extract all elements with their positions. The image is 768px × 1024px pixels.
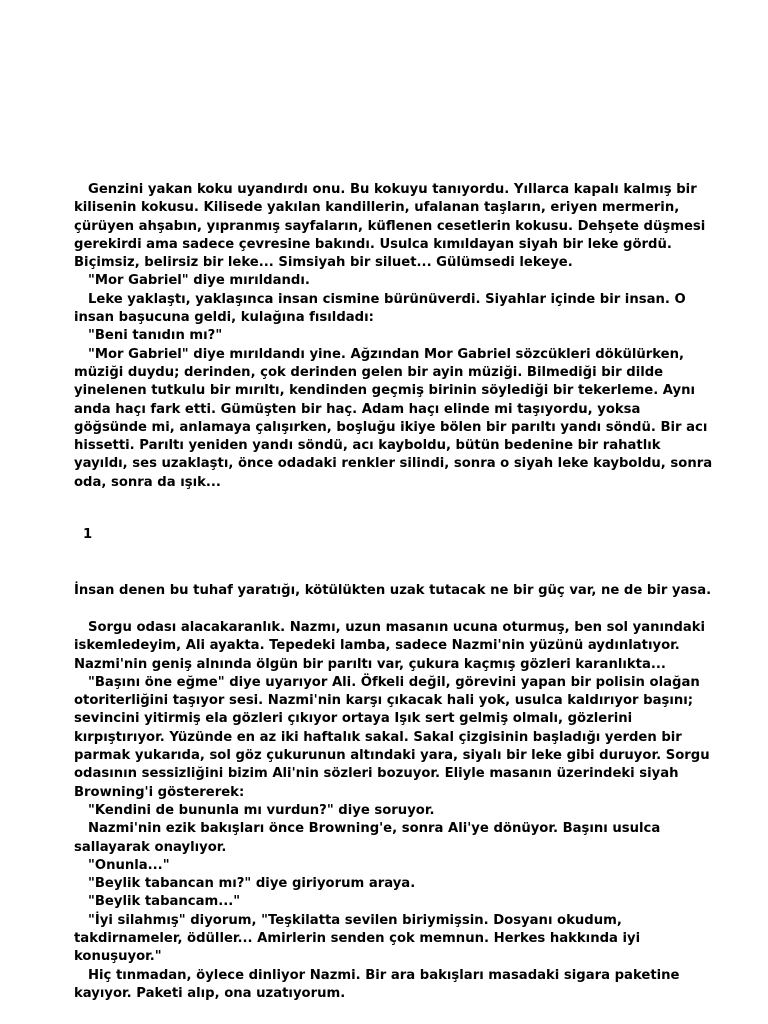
prologue-section [74, 181, 714, 492]
prologue-paragraph: Genzini yakan koku uyandırdı onu. Bu kokuyu tanıyordu. Yıllarca kapalı kalmış bir kilisenin kokusu. Kilisede yakılan kandillerin, ufalanan taşların, eriyen mermerin, çürüyen ahşabın, yıpranmış sayfaların, küflenen cesetlerin kokusu. Dehşete düşmesi gerekirdi ama sadece çevresine bakındı. Usulca kımıldayan siyah bir leke gördü. Biçimsiz, belirsiz bir leke... Simsiyah bir siluet... Gülümsedi lekeye. [74, 182, 706, 271]
chapter-paragraph: "Başını öne eğme" diye uyarıyor Ali. Öfkeli değil, görevini yapan bir polisin olağan otoriterliğini taşıyor sesi. Nazmi'nin karşı çıkacak hali yok, usulca kaldırıyor başını; sevincini yitirmiş ela gözleri çıkıyor ortaya Işık sert gelmiş olmalı, gözlerini kırpıştırıyor. Yüzünde en az iki haftalık sakal. Sakal çizgisinin başladığı yerden bir parmak yukarıda, sol göz çukurunun altındaki yara, siyalı bir leke gibi duruyor. Sorgu odasının sessizliğini bizim Ali'nin sözleri bozuyor. Eliyle masanın üzerindeki siyah Browning'i göstererek: [74, 674, 710, 800]
prologue-paragraph: "Mor Gabriel" diye mırıldandı. [88, 273, 310, 289]
chapter-number: 1 [83, 527, 93, 542]
prologue-paragraph: "Beni tanıdın mı?" [88, 328, 223, 344]
chapter-paragraph: Nazmi'nin ezik bakışları önce Browning'e, sonra Ali'ye dönüyor. Başını usulca sallayarak onaylıyor. [74, 821, 661, 855]
chapter-paragraph: Hiç tınmadan, öylece dinliyor Nazmi. Bir ara bakışları masadaki sigara paketine kayıyor. Paketi alıp, ona uzatıyorum. [74, 967, 680, 1001]
prologue-paragraph: "Mor Gabriel" diye mırıldandı yine. Ağzından Mor Gabriel sözcükleri dökülürken, müziği duydu; derinden, çok derinden gelen bir ayin müziği. Bilmediği bir dilde yinelenen tutkulu bir mırıltı, kendinden geçmiş birinin söylediği bir tekerleme. Aynı anda haçı fark etti. Gümüşten bir haç. Adam haçı elinde mi taşıyordu, yoksa göğsünde mi, anlamaya çalışırken, boşluğu ikiye bölen bir parıltı yandı söndü. Bir acı hissetti. Parıltı yeniden yandı söndü, acı kayboldu, bütün bedenine bir rahatlık yayıldı, ses uzaklaştı, önce odadaki renkler silindi, sonra o siyah leke kayboldu, sonra oda, sonra da ışık... [74, 346, 713, 490]
chapter-paragraph: "İyi silahmış" diyorum, "Teşkilatta sevilen biriymişsin. Dosyanı okudum, takdirnameler, ödüller... Amirlerin senden çok memnun. Herkes hakkında iyi konuşuyor." [74, 912, 641, 965]
chapter-section [74, 619, 714, 1003]
prologue-paragraph: Leke yaklaştı, yaklaşınca insan cismine bürünüverdi. Siyahlar içinde bir insan. O insan başucuna geldi, kulağına fısıldadı: [74, 291, 686, 326]
epigraph: İnsan denen bu tuhaf yaratığı, kötülükten uzak tutacak ne bir güç var, ne de bir yasa. [74, 583, 712, 598]
chapter-paragraph: "Onunla..." [88, 857, 170, 873]
chapter-paragraph: "Beylik tabancam..." [88, 894, 241, 910]
chapter-paragraph: "Kendini de bununla mı vurdun?" diye soruyor. [88, 802, 435, 818]
chapter-paragraph: Sorgu odası alacakaranlık. Nazmı, uzun masanın ucuna oturmuş, ben sol yanındaki iskemledeyim, Ali ayakta. Tepedeki lamba, sadece Nazmi'nin yüzünü aydınlatıyor. Nazmi'nin geniş alnında ölgün bir parıltı var, çukura kaçmış gözleri karanlıkta... [74, 620, 706, 672]
chapter-paragraph: "Beylik tabancan mı?" diye giriyorum araya. [88, 876, 416, 892]
